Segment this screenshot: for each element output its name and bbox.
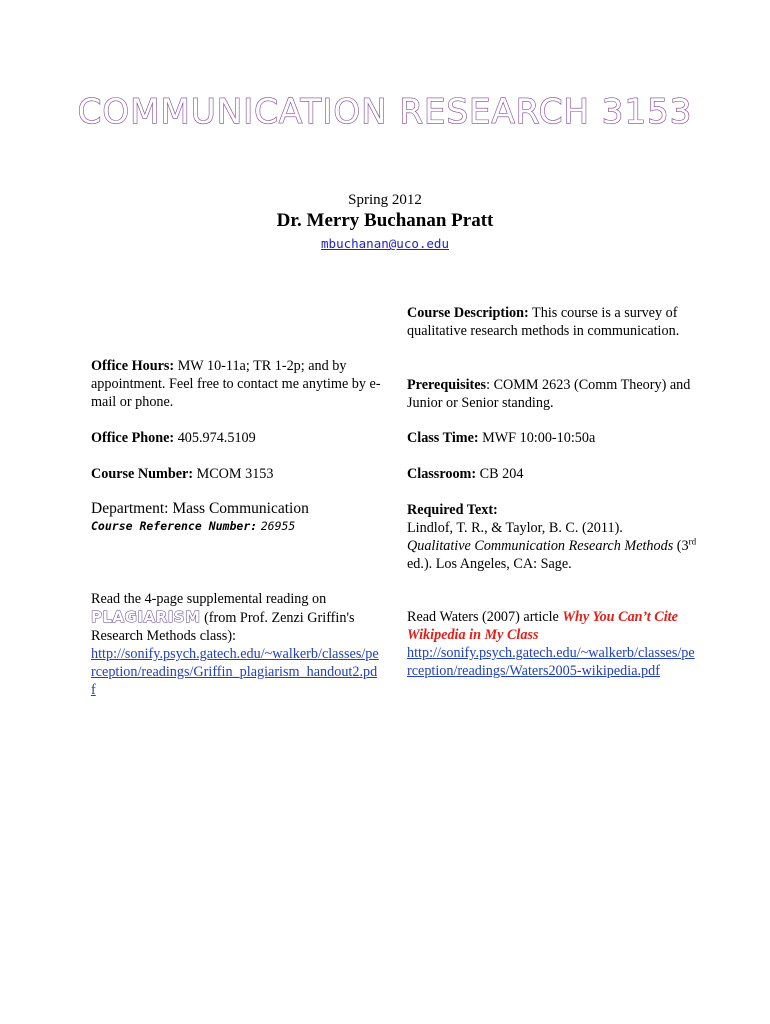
prerequisites-text: : COMM 2623 (Comm Theory) and Junior or Senior standing.: [407, 377, 691, 411]
course-description-label: Course Description:: [407, 305, 529, 321]
required-text-title: Qualitative Communication Research Methods: [407, 538, 674, 554]
crn-value: 26955: [260, 519, 296, 533]
office-phone-label: Office Phone:: [91, 430, 175, 446]
required-text-label: Required Text:: [407, 502, 498, 518]
required-text-edition-pre: (3: [673, 538, 689, 554]
office-hours: [91, 357, 381, 411]
department: [91, 500, 381, 518]
required-text-authors: Lindlof, T. R., & Taylor, B. C. (2011).: [407, 520, 623, 536]
office-hours-label: Office Hours:: [91, 358, 175, 374]
course-number-label: Course Number:: [91, 466, 194, 482]
plagiarism-reading: [91, 590, 381, 699]
course-number: [91, 465, 381, 483]
course-description: [407, 304, 697, 340]
plagiarism-keyword: PLAGIARISM: [91, 608, 201, 626]
course-description-text: This course is a survey of qualitative research methods in communication.: [407, 305, 680, 339]
document-title: COMMUNICATION RESEARCH 3153: [77, 92, 693, 132]
office-hours-text: MW 10-11a; TR 1-2p; and by appointment. Feel free to contact me anytime by e-mail or phone.: [91, 358, 381, 410]
plagiarism-link[interactable]: http://sonify.psych.gatech.edu/~walkerb/classes/perception/readings/Griffin_plagiarism_handout2.pdf: [91, 646, 379, 698]
classroom-label: Classroom:: [407, 466, 477, 482]
required-text-edition-sup: rd: [688, 536, 697, 547]
course-number-text: MCOM 3153: [196, 466, 274, 482]
prerequisites: [407, 376, 697, 412]
classroom-text: CB 204: [476, 466, 524, 482]
office-phone: [91, 429, 381, 447]
instructor-email-link[interactable]: mbuchanan@uco.edu: [321, 236, 449, 251]
plagiarism-intro: Read the 4-page supplemental reading on: [91, 591, 327, 607]
required-text: [407, 501, 697, 573]
class-time: [407, 429, 697, 447]
required-text-edition-post: ed.). Los Angeles, CA: Sage.: [407, 556, 572, 572]
plagiarism-source: (from Prof. Zenzi Griffin's Research Methods class):: [91, 610, 355, 644]
waters-article-title: Why You Can’t Cite Wikipedia in My Class: [407, 609, 678, 643]
class-time-text: MWF 10:00-10:50a: [482, 430, 596, 446]
department-text: : Mass Communication: [164, 500, 309, 517]
office-phone-text: 405.974.5109: [177, 430, 256, 446]
class-time-label: Class Time:: [407, 430, 479, 446]
waters-intro: Read Waters (2007) article: [407, 609, 563, 625]
instructor-name: Dr. Merry Buchanan Pratt: [276, 210, 494, 231]
classroom: [407, 465, 697, 483]
prerequisites-label: Prerequisites: [407, 377, 487, 393]
waters-link[interactable]: http://sonify.psych.gatech.edu/~walkerb/classes/perception/readings/Waters2005-wikipedia.pdf: [407, 645, 695, 679]
term-label: Spring 2012: [348, 192, 422, 208]
waters-reading: [407, 608, 697, 680]
department-label: Department: [91, 500, 165, 517]
course-reference-number: [91, 517, 381, 535]
crn-label: Course Reference Number:: [91, 519, 258, 533]
